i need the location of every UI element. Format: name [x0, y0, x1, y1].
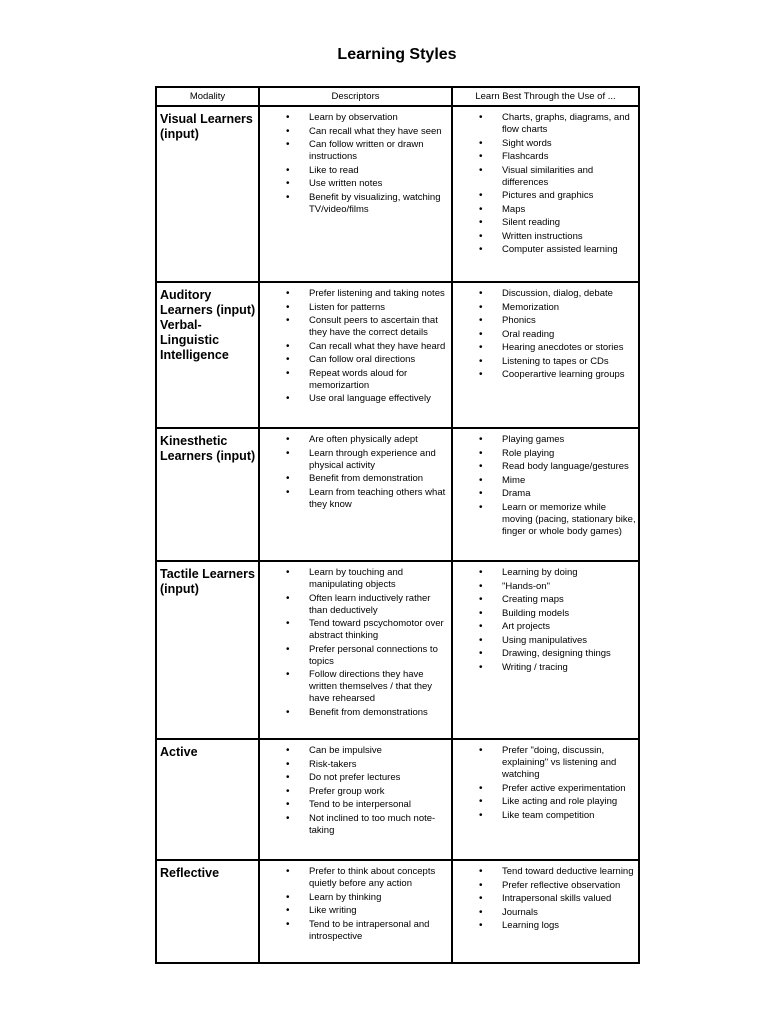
learn-best-list: [502, 288, 639, 383]
header-learn-best: Learn Best Through the Use of ...: [475, 91, 616, 102]
learning-styles-table: [155, 86, 640, 964]
list-item: • Benefit from demonstrations: [309, 707, 449, 719]
descriptors-list: [309, 567, 449, 720]
list-item: • Learning logs: [502, 920, 639, 932]
list-item: • Learning by doing: [502, 567, 639, 579]
list-item: • Can recall what they have seen: [309, 126, 449, 138]
list-item: • Prefer listening and taking notes: [309, 288, 449, 300]
list-item: • Written instructions: [502, 231, 639, 243]
list-item: • "Hands-on": [502, 581, 639, 593]
list-item: • Art projects: [502, 621, 639, 633]
list-item: • Benefit by visualizing, watching TV/video/films: [309, 192, 449, 216]
list-item: • Pictures and graphics: [502, 190, 639, 202]
list-item: • Drama: [502, 488, 639, 500]
list-item: • Prefer "doing, discussin, explaining" vs listening and watching: [502, 745, 639, 781]
list-item: • Building models: [502, 608, 639, 620]
modality-label: Tactile Learners (input): [160, 567, 255, 596]
list-item: • Phonics: [502, 315, 639, 327]
list-item: • Mime: [502, 475, 639, 487]
list-item: • Are often physically adept: [309, 434, 449, 446]
list-item: • Role playing: [502, 448, 639, 460]
list-item: • Not inclined to too much note-taking: [309, 813, 449, 837]
list-item: • Read body language/gestures: [502, 461, 639, 473]
header-modality: Modality: [189, 91, 226, 102]
list-item: • Prefer to think about concepts quietly before any action: [309, 866, 449, 890]
list-item: • Drawing, designing things: [502, 648, 639, 660]
modality-label: Kinesthetic Learners (input): [160, 434, 256, 463]
list-item: • Like writing: [309, 905, 449, 917]
header-descriptors: Descriptors: [331, 91, 380, 102]
descriptors-list: [309, 745, 449, 838]
list-item: • Can follow oral directions: [309, 354, 449, 366]
list-item: • Consult peers to ascertain that they have the correct details: [309, 315, 449, 339]
list-item: • Tend toward deductive learning: [502, 866, 639, 878]
table-row: [157, 281, 638, 427]
list-item: • Benefit from demonstration: [309, 473, 449, 485]
list-item: • Learn through experience and physical activity: [309, 448, 449, 472]
list-item: • Prefer reflective observation: [502, 880, 639, 892]
list-item: • Visual similarities and differences: [502, 165, 639, 189]
list-item: • Silent reading: [502, 217, 639, 229]
list-item: • Do not prefer lectures: [309, 772, 449, 784]
list-item: • Computer assisted learning: [502, 244, 639, 256]
learn-best-list: [502, 112, 639, 258]
list-item: • Can follow written or drawn instructions: [309, 139, 449, 163]
list-item: • Creating maps: [502, 594, 639, 606]
list-item: • Listen for patterns: [309, 302, 449, 314]
list-item: • Prefer active experimentation: [502, 783, 639, 795]
list-item: • Journals: [502, 907, 639, 919]
table-row: [157, 738, 638, 859]
list-item: • Playing games: [502, 434, 639, 446]
list-item: • Like acting and role playing: [502, 796, 639, 808]
list-item: • Learn by touching and manipulating objects: [309, 567, 449, 591]
descriptors-list: [309, 866, 449, 944]
modality-label: Reflective: [160, 866, 220, 880]
modality-label: Active: [160, 745, 198, 759]
learn-best-list: [502, 866, 639, 934]
descriptors-list: [309, 112, 449, 217]
list-item: • Learn from teaching others what they know: [309, 487, 449, 511]
list-item: • Charts, graphs, diagrams, and flow charts: [502, 112, 639, 136]
list-item: • Tend toward pscychomotor over abstract thinking: [309, 618, 449, 642]
list-item: • Oral reading: [502, 329, 639, 341]
learn-best-list: [502, 434, 639, 539]
list-item: • Sight words: [502, 138, 639, 150]
descriptors-list: [309, 434, 449, 512]
list-item: • Often learn inductively rather than deductively: [309, 593, 449, 617]
list-item: • Writing / tracing: [502, 662, 639, 674]
list-item: • Repeat words aloud for memorizartion: [309, 368, 449, 392]
list-item: • Listening to tapes or CDs: [502, 356, 639, 368]
modality-label: Auditory Learners (input) Verbal-Linguistic Intelligence: [160, 288, 256, 362]
list-item: • Prefer personal connections to topics: [309, 644, 449, 668]
table-row: [157, 105, 638, 281]
list-item: • Tend to be intrapersonal and introspective: [309, 919, 449, 943]
learn-best-list: [502, 745, 639, 823]
learn-best-list: [502, 567, 639, 675]
modality-label: Visual Learners (input): [160, 112, 253, 141]
descriptors-list: [309, 288, 449, 407]
list-item: • Use written notes: [309, 178, 449, 190]
list-item: • Follow directions they have written themselves / that they have rehearsed: [309, 669, 449, 705]
list-item: • Can recall what they have heard: [309, 341, 449, 353]
list-item: • Flashcards: [502, 151, 639, 163]
list-item: • Learn or memorize while moving (pacing, stationary bike, finger or whole body games): [502, 502, 639, 538]
list-item: • Learn by observation: [309, 112, 449, 124]
list-item: • Like to read: [309, 165, 449, 177]
list-item: • Tend to be interpersonal: [309, 799, 449, 811]
list-item: • Maps: [502, 204, 639, 216]
list-item: • Using manipulatives: [502, 635, 639, 647]
list-item: • Can be impulsive: [309, 745, 449, 757]
list-item: • Prefer group work: [309, 786, 449, 798]
list-item: • Memorization: [502, 302, 639, 314]
page-title: Learning Styles: [337, 46, 457, 63]
list-item: • Risk-takers: [309, 759, 449, 771]
list-item: • Hearing anecdotes or stories: [502, 342, 639, 354]
table-row: [157, 859, 638, 962]
table-row: [157, 560, 638, 738]
list-item: • Like team competition: [502, 810, 639, 822]
list-item: • Use oral language effectively: [309, 393, 449, 405]
list-item: • Intrapersonal skills valued: [502, 893, 639, 905]
table-row: [157, 427, 638, 560]
list-item: • Learn by thinking: [309, 892, 449, 904]
list-item: • Cooperartive learning groups: [502, 369, 639, 381]
list-item: • Discussion, dialog, debate: [502, 288, 639, 300]
